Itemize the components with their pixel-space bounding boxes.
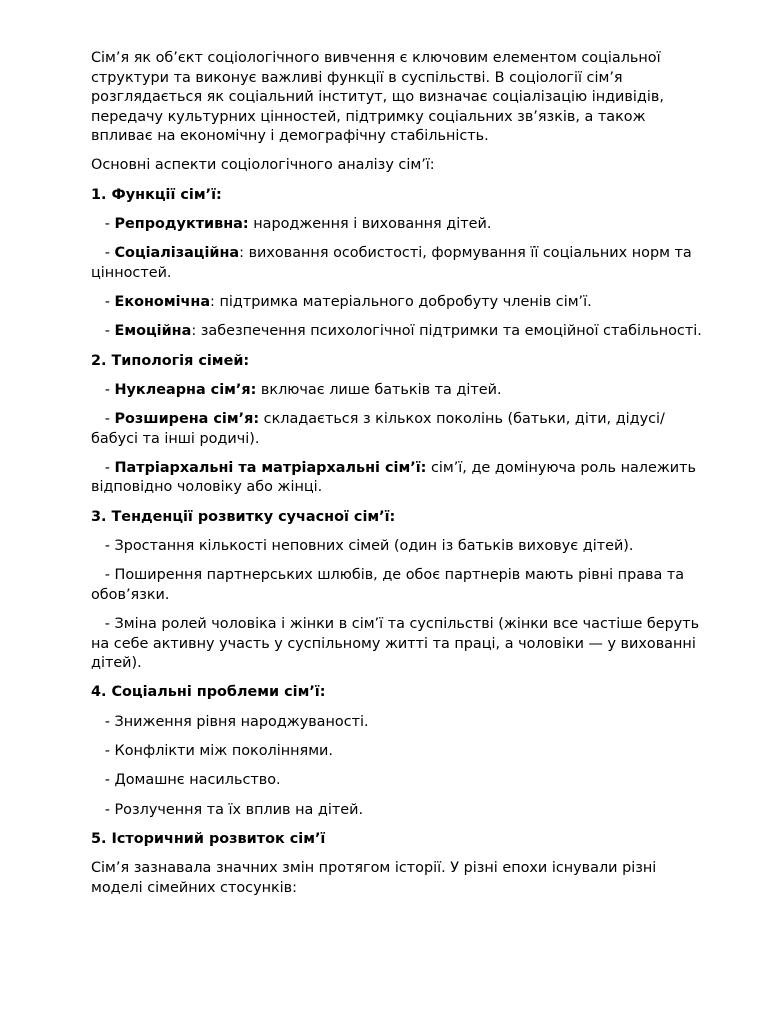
section-heading-history: 5. Історичний розвиток сім’ї bbox=[91, 830, 326, 847]
list-item: - Репродуктивна: народження і виховання дітей. bbox=[91, 215, 492, 232]
list-item: - Нуклеарна сім’я: включає лише батьків та дітей. bbox=[91, 381, 502, 398]
list-item: - Конфлікти між поколіннями. bbox=[91, 743, 333, 760]
list-item: - Соціалізаційна: виховання особистості, формування її соціальних норм та цінностей. bbox=[91, 245, 692, 281]
lead-paragraph: Основні аспекти соціологічного аналізу сім’ї: bbox=[91, 157, 435, 174]
list-item: - Зростання кількості неповних сімей (один із батьків виховує дітей). bbox=[91, 538, 634, 555]
list-item: - Емоційна: забезпечення психологічної підтримки та емоційної стабільності. bbox=[91, 323, 702, 340]
list-item: - Патріархальні та матріархальні сім’ї: сім’ї, де домінуюча роль належить відповідно чоловіку або жінці. bbox=[91, 459, 697, 496]
closing-paragraph: Сім’я зазнавала значних змін протягом історії. У різні епохи існували різні моделі сімейних стосунків: bbox=[91, 860, 657, 896]
list-item: - Економічна: підтримка матеріального добробуту членів сім’ї. bbox=[91, 293, 592, 310]
section-heading-trends: 3. Тенденції розвитку сучасної сім’ї: bbox=[91, 508, 396, 525]
list-item: - Зміна ролей чоловіка і жінки в сім’ї та суспільстві (жінки все частіше беруть на себе активну участь у суспільному житті та праці, а чоловіки — у вихованні дітей). bbox=[91, 616, 700, 672]
list-item: - Розлучення та їх вплив на дітей. bbox=[91, 801, 364, 818]
list-item: - Поширення партнерських шлюбів, де обоє партнерів мають рівні права та обов’язки. bbox=[91, 567, 685, 603]
list-item: - Зниження рівня народжуваності. bbox=[91, 713, 369, 730]
list-item: - Домашнє насильство. bbox=[91, 772, 281, 789]
list-item: - Розширена сім’я: складається з кількох поколінь (батьки, діти, дідусі/бабусі та інші родичі). bbox=[91, 411, 665, 447]
section-heading-functions: 1. Функції сім’ї: bbox=[91, 186, 222, 203]
section-heading-problems: 4. Соціальні проблеми сім’ї: bbox=[91, 684, 326, 701]
section-heading-typology: 2. Типологія сімей: bbox=[91, 352, 250, 369]
intro-paragraph: Сім’я як об’єкт соціологічного вивчення є ключовим елементом соціальної структури та виконує важливі функції в суспільстві. В соціології сім’я розглядається як соціальний інститут, що визначає соціалізацію індивідів, передачу культурних цінностей, підтримку соціальних зв’язків, а також впливає на економічну і демографічну стабільність. bbox=[91, 50, 664, 144]
